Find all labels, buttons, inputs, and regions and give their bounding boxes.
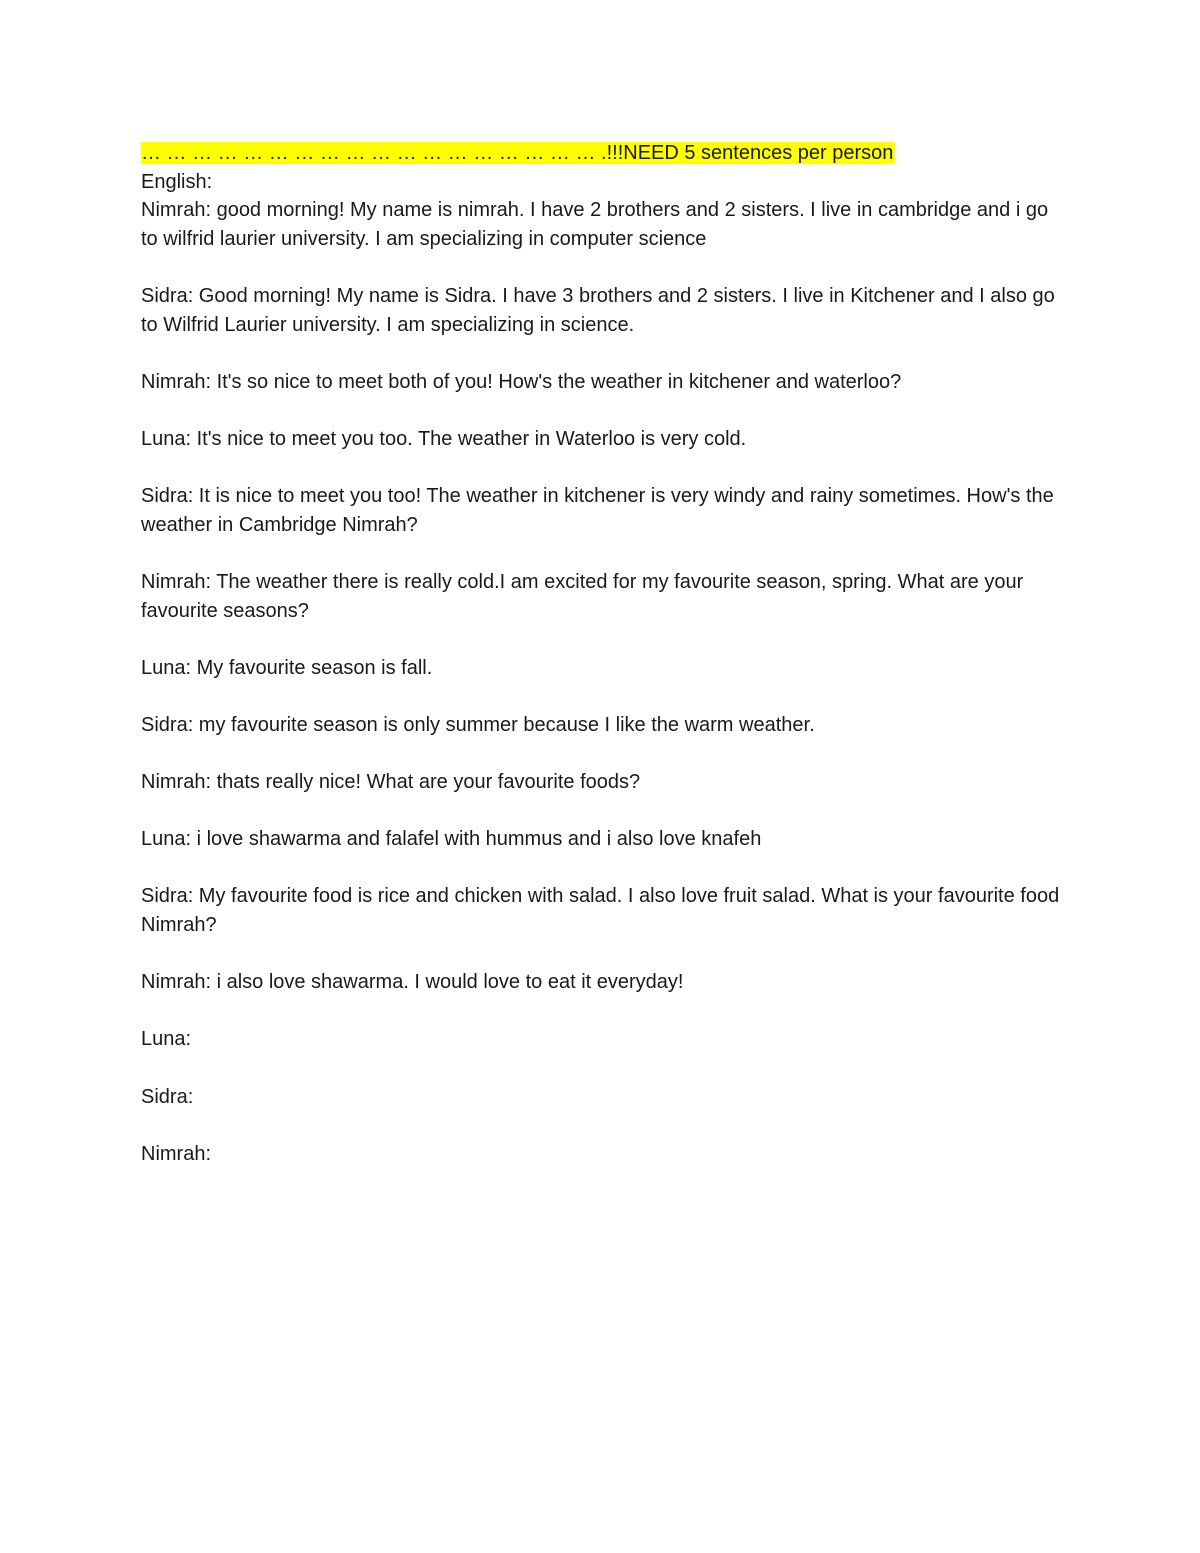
highlighted-note: … … … … … … … … … … … … … … … … … … .!!!NEED 5 sentences per person bbox=[141, 142, 894, 164]
dialogue-line: Sidra: bbox=[141, 1085, 194, 1108]
dialogue-line: Nimrah: good morning! My name is nimrah. I have 2 brothers and 2 sisters. I live in cambridge and i go to wilfrid laurier university. I am specializing in computer science bbox=[141, 199, 1049, 250]
dialogue-line: Luna: bbox=[141, 1028, 192, 1051]
dialogue-line: Sidra: My favourite food is rice and chicken with salad. I also love fruit salad. What is your favourite food Nimrah? bbox=[141, 885, 1060, 937]
dialogue-line: Nimrah: It's so nice to meet both of you! How's the weather in kitchener and waterloo? bbox=[141, 370, 902, 393]
dialogue-line: Luna: My favourite season is fall. bbox=[141, 656, 433, 679]
language-label: English: bbox=[141, 170, 213, 193]
dialogue-line: Sidra: my favourite season is only summer because I like the warm weather. bbox=[141, 713, 815, 736]
dialogue-line: Nimrah: thats really nice! What are your favourite foods? bbox=[141, 771, 641, 794]
dialogue-line: Luna: i love shawarma and falafel with hummus and i also love knafeh bbox=[141, 828, 762, 851]
document-page bbox=[141, 139, 1061, 1168]
dialogue-line: Nimrah: bbox=[141, 1142, 212, 1165]
dialogue-line: Nimrah: i also love shawarma. I would love to eat it everyday! bbox=[141, 971, 684, 994]
header-note-line bbox=[141, 139, 1061, 168]
dialogue-line: Sidra: Good morning! My name is Sidra. I have 3 brothers and 2 sisters. I live in Kitchener and I also go to Wilfrid Laurier university. I am specializing in science. bbox=[141, 284, 1055, 336]
dialogue-line: Sidra: It is nice to meet you too! The weather in kitchener is very windy and rainy sometimes. How's the weather in Cambridge Nimrah? bbox=[141, 485, 1054, 536]
dialogue-line: Nimrah: The weather there is really cold.I am excited for my favourite season, spring. What are your favourite seasons? bbox=[141, 570, 1024, 622]
dialogue-line: Luna: It's nice to meet you too. The weather in Waterloo is very cold. bbox=[141, 427, 747, 450]
